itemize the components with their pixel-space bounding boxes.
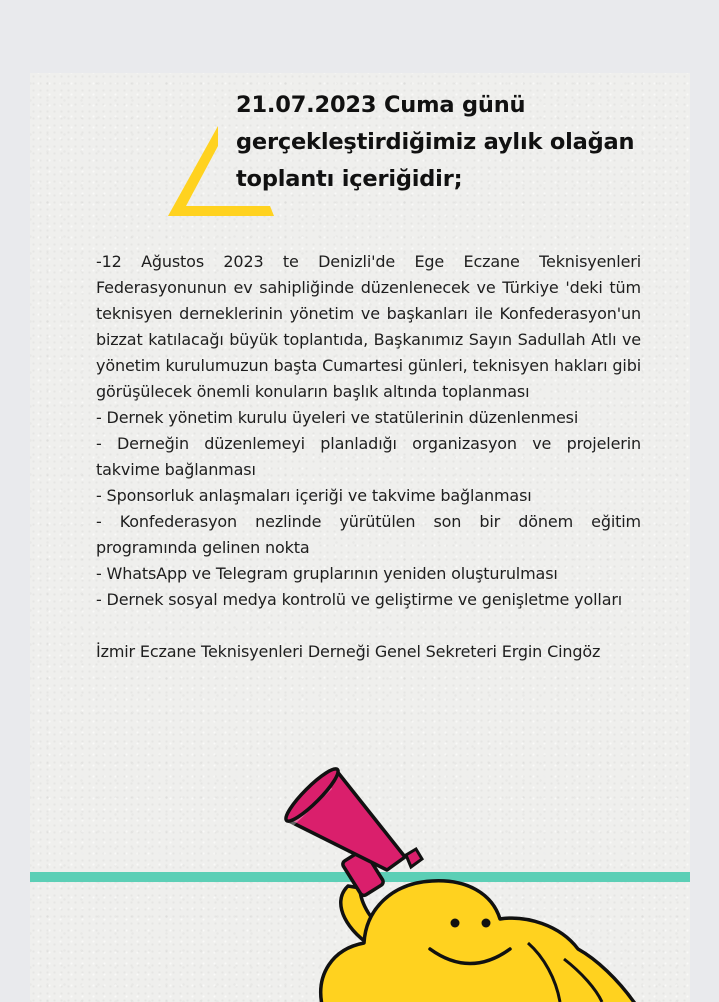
list-item: - Derneğin düzenlemeyi planladığı organizasyon ve projelerin takvime bağlanması <box>96 434 641 479</box>
mascot-illustration <box>30 753 690 1002</box>
mascot-icon <box>321 881 636 1002</box>
list-item: - WhatsApp ve Telegram gruplarının yeniden oluşturulması <box>96 564 558 583</box>
intro-paragraph: -12 Ağustos 2023 te Denizli'de Ege Eczane Teknisyenleri Federasyonunun ev sahipliğinde düzenlenecek ve Türkiye 'deki tüm teknisyen derneklerinin yönetim ve başkanları ile Konfederasyon'un bizzat katılacağı büyük toplantıda, Başkanımız Sayın Sadullah Atlı ve yönetim kurulumuzun başta Cumartesi günleri, teknisyen hakları gibi görüşülecek önemli konuların başlık altında toplanması <box>96 252 641 401</box>
megaphone-icon <box>281 764 422 897</box>
post-body <box>96 249 641 665</box>
list-item: - Konfederasyon nezlinde yürütülen son bir dönem eğitim programında gelinen nokta <box>96 512 641 557</box>
post-title: 21.07.2023 Cuma günü gerçekleştirdiğimiz aylık olağan toplantı içeriğidir; <box>236 92 635 192</box>
signature: İzmir Eczane Teknisyenleri Derneği Genel Sekreteri Ergin Cingöz <box>96 642 601 661</box>
list-item: - Dernek yönetim kurulu üyeleri ve statülerinin düzenlenmesi <box>96 408 579 427</box>
list-item: - Sponsorluk anlaşmaları içeriği ve takvime bağlanması <box>96 486 532 505</box>
post-card <box>30 73 690 1002</box>
list-item: - Dernek sosyal medya kontrolü ve geliştirme ve genişletme yolları <box>96 590 623 609</box>
